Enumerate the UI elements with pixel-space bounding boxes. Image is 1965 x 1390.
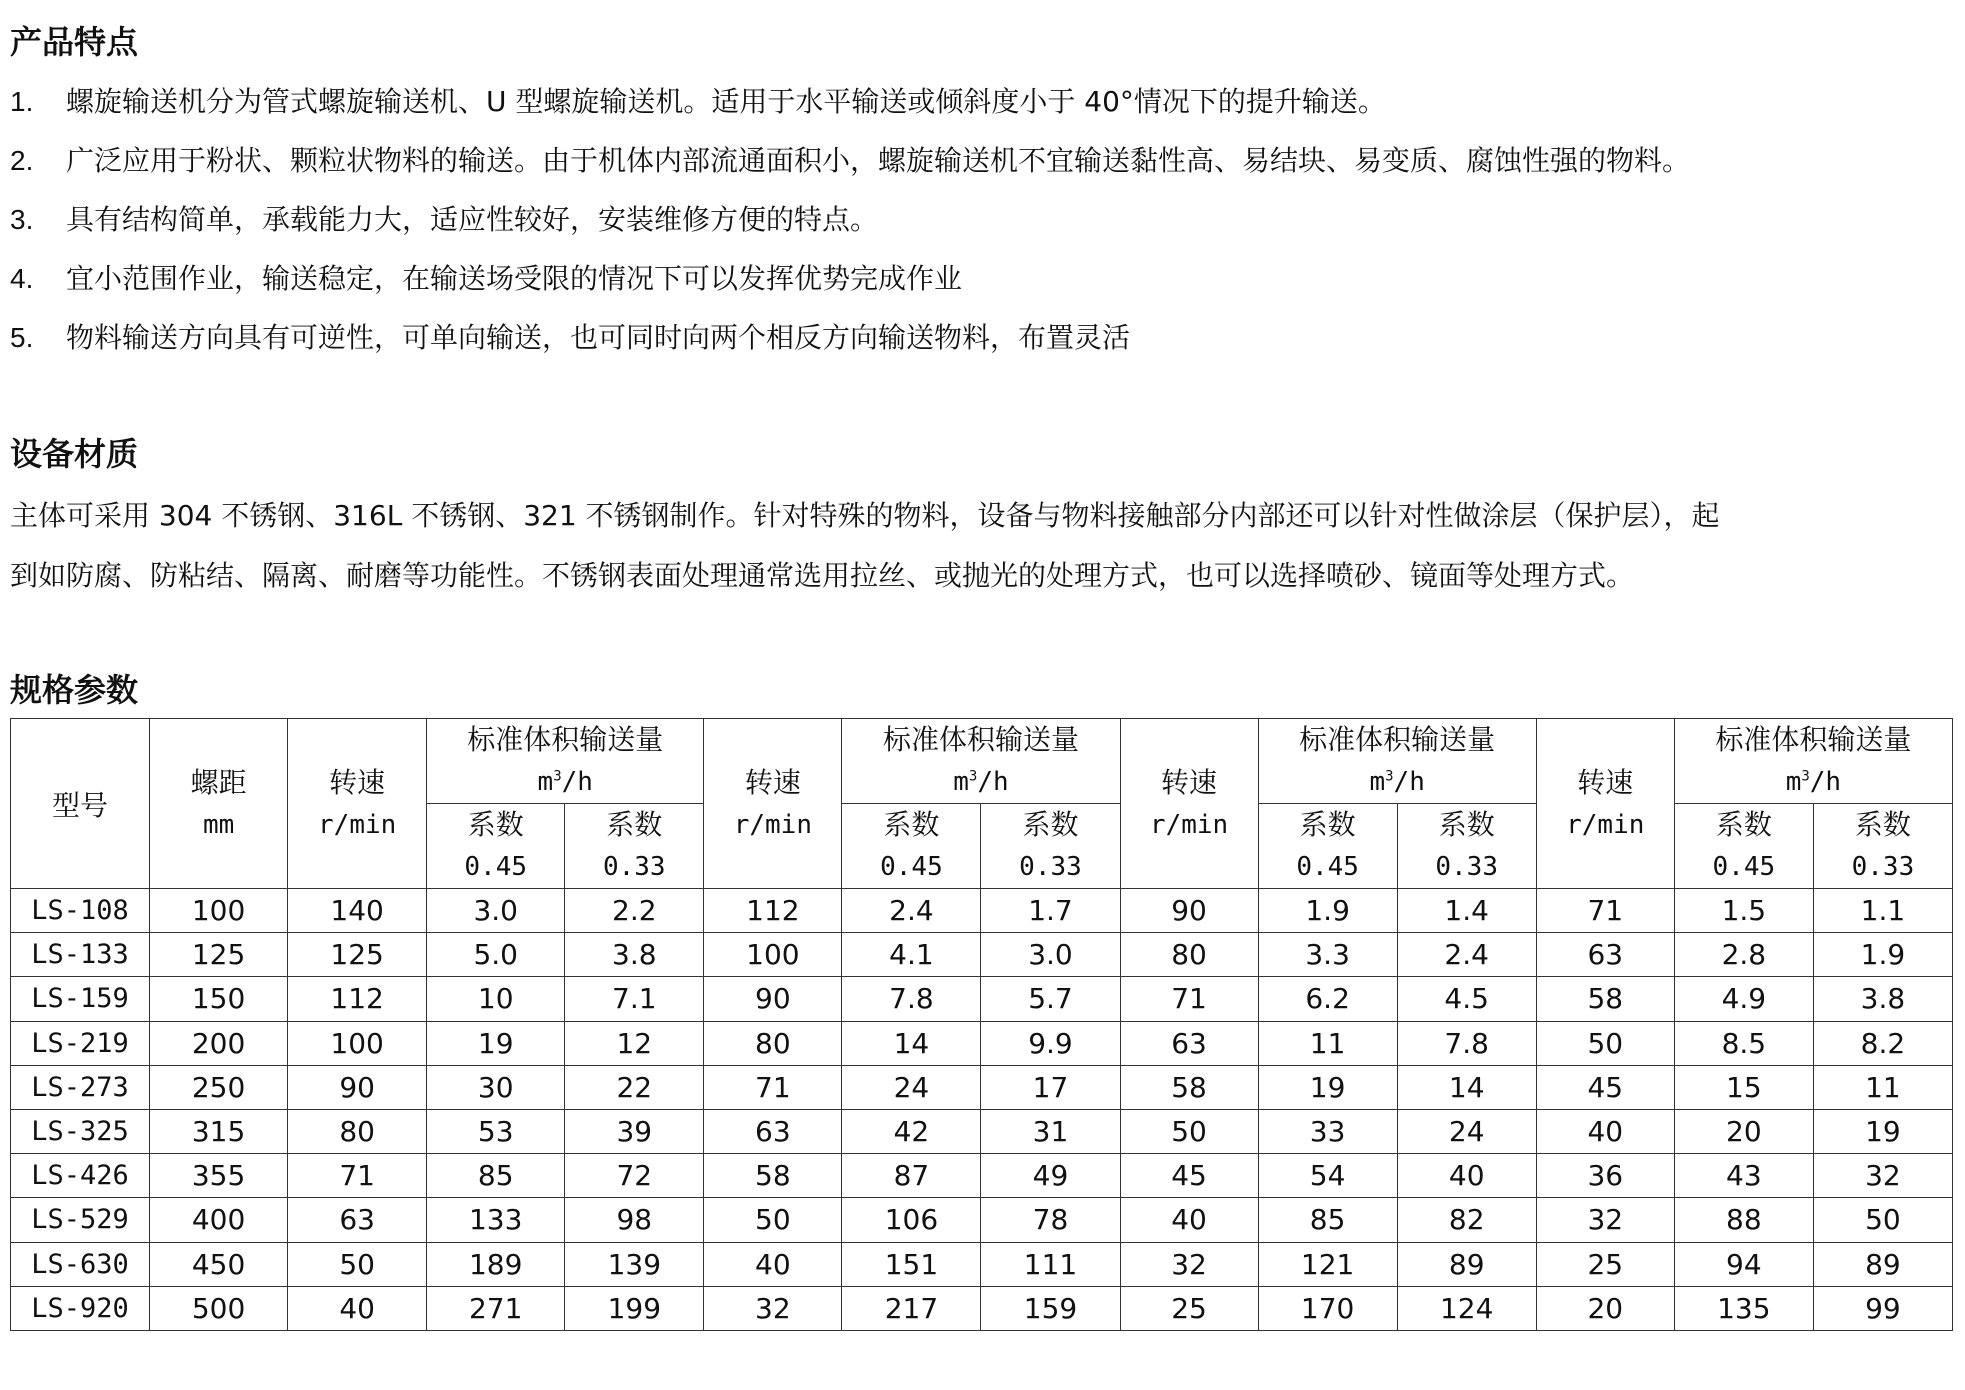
table-cell: 200 [150,1021,288,1065]
table-cell: 32 [1120,1242,1258,1286]
table-cell: 40 [1120,1198,1258,1242]
table-cell: 50 [288,1242,427,1286]
table-cell: 89 [1813,1242,1952,1286]
table-cell: 500 [150,1286,288,1330]
table-cell: 1.4 [1397,889,1536,933]
table-cell: 90 [288,1065,427,1109]
table-cell: 8.5 [1674,1021,1813,1065]
table-cell: 45 [1120,1154,1258,1198]
table-cell: 40 [288,1286,427,1330]
specs-heading: 规格参数 [10,671,139,709]
model-cell: LS-325 [11,1109,150,1153]
table-cell: 20 [1536,1286,1674,1330]
table-cell: 24 [842,1065,981,1109]
table-cell: 450 [150,1242,288,1286]
table-cell: 100 [704,933,842,977]
table-cell: 88 [1674,1198,1813,1242]
feature-text: 具有结构简单，承载能力大，适应性较好，安装维修方便的特点。 [66,203,879,236]
table-cell: 125 [288,933,427,977]
table-cell: 32 [704,1286,842,1330]
table-cell: 40 [704,1242,842,1286]
table-cell: 17 [981,1065,1120,1109]
table-cell: 71 [1536,889,1674,933]
table-cell: 36 [1536,1154,1674,1198]
header-coef-a: 系数 0.45 [842,804,981,889]
table-cell: 9.9 [981,1021,1120,1065]
table-row [11,1154,1953,1198]
table-cell: 33 [1258,1109,1397,1153]
feature-number: 2. [10,145,34,176]
table-cell: 170 [1258,1286,1397,1330]
table-cell: 355 [150,1154,288,1198]
table-cell: 1.9 [1813,933,1952,977]
model-cell: LS-159 [11,977,150,1021]
table-cell: 121 [1258,1242,1397,1286]
header-volume: 标准体积输送量 $m^3/h$ [427,719,704,804]
header-coef-b: 系数 0.33 [1397,804,1536,889]
model-cell: LS-426 [11,1154,150,1198]
table-cell: 125 [150,933,288,977]
table-cell: 25 [1120,1286,1258,1330]
table-cell: 85 [427,1154,565,1198]
table-cell: 2.4 [1397,933,1536,977]
table-cell: 3.0 [981,933,1120,977]
table-cell: 3.3 [1258,933,1397,977]
table-cell: 100 [288,1021,427,1065]
table-cell: 40 [1536,1109,1674,1153]
model-cell: LS-273 [11,1065,150,1109]
table-cell: 150 [150,977,288,1021]
feature-text: 物料输送方向具有可逆性，可单向输送，也可同时向两个相反方向输送物料，布置灵活 [66,321,1131,354]
feature-item-2 [10,141,1690,181]
table-cell: 7.1 [565,977,704,1021]
table-row [11,1242,1953,1286]
table-cell: 12 [565,1021,704,1065]
feature-number: 1. [10,86,34,117]
header-speed: 转速 r/min [1120,719,1258,889]
table-cell: 124 [1397,1286,1536,1330]
model-cell: LS-630 [11,1242,150,1286]
header-coef-b: 系数 0.33 [565,804,704,889]
table-cell: 53 [427,1109,565,1153]
material-line-2: 到如防腐、防粘结、隔离、耐磨等功能性。不锈钢表面处理通常选用拉丝、或抛光的处理方式，也可以选择喷砂、镜面等处理方式。 [10,559,1635,592]
table-cell: 1.1 [1813,889,1952,933]
table-cell: 106 [842,1198,981,1242]
table-cell: 50 [1120,1109,1258,1153]
table-cell: 139 [565,1242,704,1286]
table-cell: 58 [704,1154,842,1198]
table-cell: 63 [288,1198,427,1242]
feature-text: 螺旋输送机分为管式螺旋输送机、U 型螺旋输送机。适用于水平输送或倾斜度小于 40°情况下的提升输送。 [66,85,1386,118]
table-cell: 250 [150,1065,288,1109]
table-cell: 20 [1674,1109,1813,1153]
header-coef-a: 系数 0.45 [1674,804,1813,889]
table-cell: 71 [1120,977,1258,1021]
table-cell: 30 [427,1065,565,1109]
header-volume: 标准体积输送量 $m^3/h$ [1674,719,1952,804]
table-cell: 49 [981,1154,1120,1198]
table-cell: 1.9 [1258,889,1397,933]
table-row [11,1198,1953,1242]
table-cell: 71 [704,1065,842,1109]
table-cell: 400 [150,1198,288,1242]
table-cell: 4.1 [842,933,981,977]
header-pitch: 螺距 mm [150,719,288,889]
table-cell: 217 [842,1286,981,1330]
table-cell: 98 [565,1198,704,1242]
table-row [11,977,1953,1021]
table-cell: 45 [1536,1065,1674,1109]
table-cell: 85 [1258,1198,1397,1242]
table-cell: 71 [288,1154,427,1198]
table-cell: 2.8 [1674,933,1813,977]
table-cell: 32 [1536,1198,1674,1242]
table-cell: 11 [1813,1065,1952,1109]
table-cell: 111 [981,1242,1120,1286]
header-volume: 标准体积输送量 $m^3/h$ [1258,719,1536,804]
table-cell: 2.4 [842,889,981,933]
material-line-1: 主体可采用 304 不锈钢、316L 不锈钢、321 不锈钢制作。针对特殊的物料，设备与物料接触部分内部还可以针对性做涂层（保护层），起 [10,499,1720,532]
material-paragraph [10,486,1955,606]
header-speed: 转速 r/min [704,719,842,889]
header-model: 型号 [11,719,150,889]
feature-text: 广泛应用于粉状、颗粒状物料的输送。由于机体内部流通面积小，螺旋输送机不宜输送黏性高、易结块、易变质、腐蚀性强的物料。 [66,144,1691,177]
table-cell: 151 [842,1242,981,1286]
table-cell: 78 [981,1198,1120,1242]
table-cell: 19 [1258,1065,1397,1109]
header-coef-a: 系数 0.45 [427,804,565,889]
table-row [11,1109,1953,1153]
header-volume: 标准体积输送量 $m^3/h$ [842,719,1120,804]
feature-item-3 [10,200,878,240]
table-row [11,1021,1953,1065]
table-cell: 189 [427,1242,565,1286]
header-coef-a: 系数 0.45 [1258,804,1397,889]
table-cell: 11 [1258,1021,1397,1065]
table-cell: 199 [565,1286,704,1330]
table-cell: 112 [704,889,842,933]
feature-text: 宜小范围作业，输送稳定，在输送场受限的情况下可以发挥优势完成作业 [66,262,963,295]
table-cell: 63 [1120,1021,1258,1065]
table-cell: 63 [1536,933,1674,977]
table-cell: 5.7 [981,977,1120,1021]
table-cell: 54 [1258,1154,1397,1198]
feature-number: 5. [10,322,34,353]
table-cell: 89 [1397,1242,1536,1286]
features-heading: 产品特点 [10,23,139,61]
table-cell: 159 [981,1286,1120,1330]
table-cell: 3.0 [427,889,565,933]
table-cell: 10 [427,977,565,1021]
table-cell: 39 [565,1109,704,1153]
table-cell: 90 [1120,889,1258,933]
table-cell: 15 [1674,1065,1813,1109]
material-heading: 设备材质 [10,435,139,473]
table-cell: 50 [1536,1021,1674,1065]
table-cell: 4.9 [1674,977,1813,1021]
table-cell: 80 [704,1021,842,1065]
table-cell: 3.8 [565,933,704,977]
table-cell: 112 [288,977,427,1021]
header-coef-b: 系数 0.33 [1813,804,1952,889]
table-cell: 42 [842,1109,981,1153]
table-cell: 7.8 [842,977,981,1021]
table-row [11,889,1953,933]
table-cell: 1.5 [1674,889,1813,933]
table-cell: 14 [1397,1065,1536,1109]
header-speed: 转速 r/min [288,719,427,889]
table-cell: 80 [1120,933,1258,977]
table-cell: 63 [704,1109,842,1153]
table-cell: 6.2 [1258,977,1397,1021]
table-cell: 133 [427,1198,565,1242]
table-cell: 99 [1813,1286,1952,1330]
table-cell: 82 [1397,1198,1536,1242]
table-cell: 32 [1813,1154,1952,1198]
table-cell: 19 [427,1021,565,1065]
table-cell: 31 [981,1109,1120,1153]
spec-table-body [11,889,1953,1331]
table-cell: 135 [1674,1286,1813,1330]
table-row [11,1065,1953,1109]
table-cell: 100 [150,889,288,933]
table-cell: 7.8 [1397,1021,1536,1065]
table-cell: 2.2 [565,889,704,933]
feature-item-5 [10,318,1130,358]
table-cell: 43 [1674,1154,1813,1198]
table-cell: 90 [704,977,842,1021]
header-coef-b: 系数 0.33 [981,804,1120,889]
table-cell: 315 [150,1109,288,1153]
table-cell: 140 [288,889,427,933]
feature-number: 3. [10,204,34,235]
table-row [11,1286,1953,1330]
table-cell: 58 [1120,1065,1258,1109]
feature-item-4 [10,259,962,299]
table-cell: 5.0 [427,933,565,977]
feature-number: 4. [10,263,34,294]
table-cell: 94 [1674,1242,1813,1286]
table-cell: 3.8 [1813,977,1952,1021]
table-cell: 50 [1813,1198,1952,1242]
table-cell: 80 [288,1109,427,1153]
table-cell: 87 [842,1154,981,1198]
model-cell: LS-920 [11,1286,150,1330]
spec-table [10,718,1953,1331]
table-cell: 22 [565,1065,704,1109]
table-cell: 4.5 [1397,977,1536,1021]
table-cell: 24 [1397,1109,1536,1153]
model-cell: LS-219 [11,1021,150,1065]
table-cell: 58 [1536,977,1674,1021]
table-cell: 1.7 [981,889,1120,933]
table-cell: 25 [1536,1242,1674,1286]
table-cell: 19 [1813,1109,1952,1153]
table-row [11,933,1953,977]
table-cell: 72 [565,1154,704,1198]
model-cell: LS-529 [11,1198,150,1242]
header-speed: 转速 r/min [1536,719,1674,889]
table-cell: 8.2 [1813,1021,1952,1065]
table-cell: 50 [704,1198,842,1242]
model-cell: LS-108 [11,889,150,933]
model-cell: LS-133 [11,933,150,977]
table-cell: 14 [842,1021,981,1065]
table-cell: 40 [1397,1154,1536,1198]
feature-item-1 [10,82,1386,122]
table-cell: 271 [427,1286,565,1330]
